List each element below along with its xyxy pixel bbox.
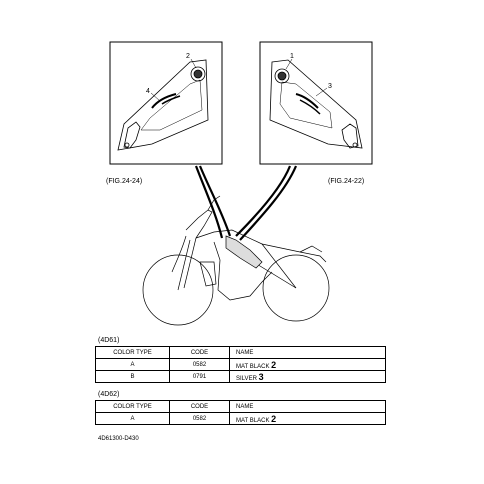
svg-text:2: 2 <box>186 53 190 60</box>
part-number: 2 <box>271 359 277 370</box>
part-number: 3 <box>258 371 264 382</box>
table-row <box>96 371 386 383</box>
color-table-4d61 <box>95 346 386 383</box>
header-color-type: COLOR TYPE <box>96 401 170 413</box>
cell-color-type: A <box>96 413 170 425</box>
table-row <box>96 359 386 371</box>
table-title-4d62: (4D62) <box>98 391 120 398</box>
table-header-row <box>96 401 386 413</box>
leader-lines <box>196 166 296 240</box>
cell-name <box>230 371 386 383</box>
header-name: NAME <box>230 347 386 359</box>
detail-box-right <box>260 42 372 164</box>
header-name: NAME <box>230 401 386 413</box>
cell-color-type: A <box>96 359 170 371</box>
callout-3 <box>316 83 332 96</box>
table-header-row <box>96 347 386 359</box>
header-code: CODE <box>170 347 230 359</box>
callout-2 <box>186 53 196 68</box>
cell-code: 0582 <box>170 359 230 371</box>
svg-text:4: 4 <box>146 88 150 95</box>
part-number: 2 <box>271 413 277 424</box>
name-text: SILVER <box>236 375 257 382</box>
reference-code: 4D61300-D430 <box>98 436 139 442</box>
table-row <box>96 413 386 425</box>
callout-4 <box>146 88 160 101</box>
motorcycle-outline <box>143 196 329 325</box>
cell-code: 0582 <box>170 413 230 425</box>
detail-box-left <box>110 42 222 164</box>
cell-color-type: B <box>96 371 170 383</box>
side-cover-right <box>270 60 362 148</box>
fig-caption-right: (FIG.24-22) <box>328 178 365 185</box>
cell-code: 0791 <box>170 371 230 383</box>
svg-text:3: 3 <box>328 83 332 90</box>
cell-name <box>230 359 386 371</box>
header-code: CODE <box>170 401 230 413</box>
svg-text:1: 1 <box>290 53 294 60</box>
name-text: MAT BLACK <box>236 363 270 370</box>
table-title-4d61: (4D61) <box>98 337 120 344</box>
color-table-4d62 <box>95 400 386 425</box>
cell-name <box>230 413 386 425</box>
name-text: MAT BLACK <box>236 417 270 424</box>
fig-caption-left: (FIG.24-24) <box>106 178 143 185</box>
callout-1 <box>286 53 294 69</box>
side-cover-left <box>118 60 208 150</box>
header-color-type: COLOR TYPE <box>96 347 170 359</box>
